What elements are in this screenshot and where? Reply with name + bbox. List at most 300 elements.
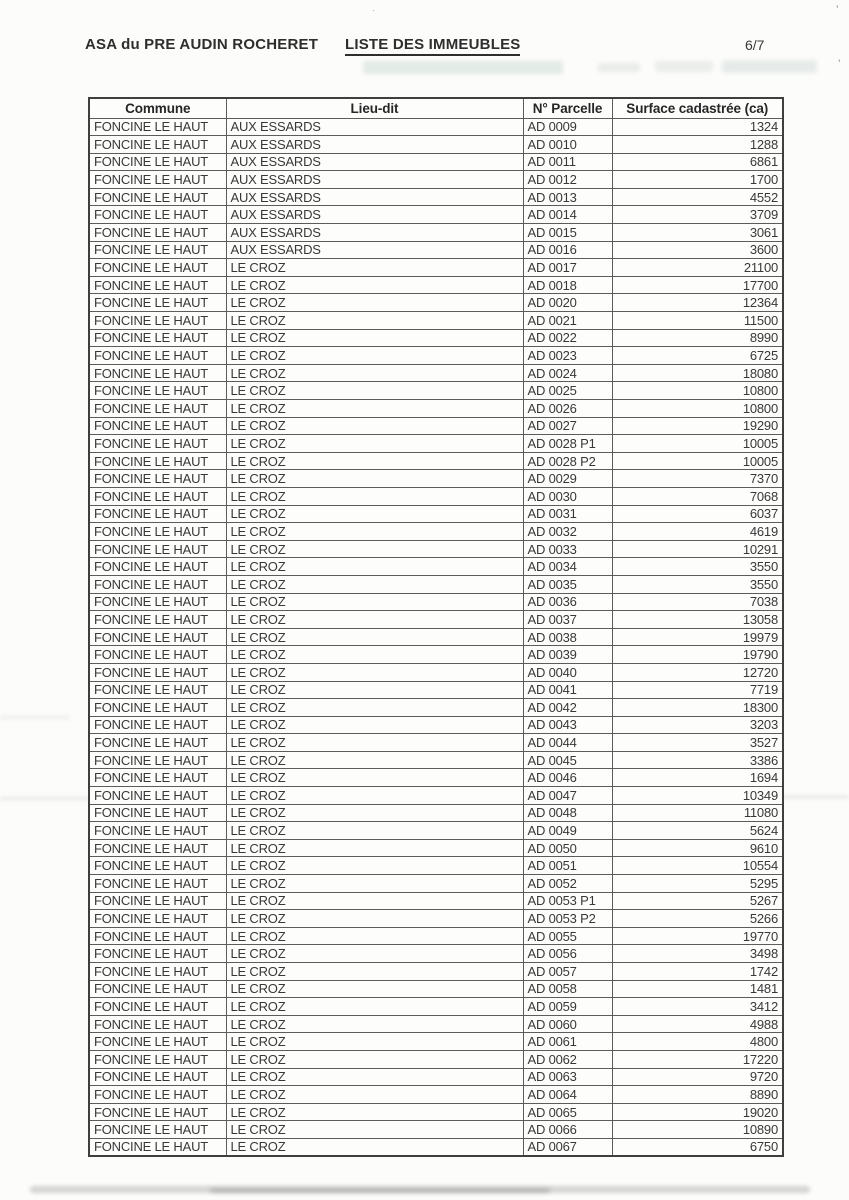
cell-surface: 6725 [612,347,783,365]
cell-lieu-dit: LE CROZ [226,417,523,435]
table-row [89,1138,783,1156]
table-row [89,470,783,488]
cell-parcelle: AD 0016 [523,241,612,259]
cell-commune: FONCINE LE HAUT [89,1103,226,1121]
cell-commune: FONCINE LE HAUT [89,1068,226,1086]
cell-parcelle: AD 0009 [523,118,612,136]
cell-surface: 6861 [612,153,783,171]
cell-surface: 4988 [612,1015,783,1033]
cell-commune: FONCINE LE HAUT [89,540,226,558]
cell-commune: FONCINE LE HAUT [89,136,226,154]
cell-surface: 17220 [612,1050,783,1068]
table-row [89,1015,783,1033]
cell-commune: FONCINE LE HAUT [89,927,226,945]
cell-commune: FONCINE LE HAUT [89,382,226,400]
cell-parcelle: AD 0051 [523,857,612,875]
table-row [89,963,783,981]
table-row [89,751,783,769]
table-row [89,892,783,910]
cell-lieu-dit: LE CROZ [226,435,523,453]
cell-commune: FONCINE LE HAUT [89,1121,226,1139]
cell-commune: FONCINE LE HAUT [89,400,226,418]
cell-commune: FONCINE LE HAUT [89,153,226,171]
cell-lieu-dit: LE CROZ [226,452,523,470]
table-row [89,364,783,382]
cell-commune: FONCINE LE HAUT [89,575,226,593]
cell-parcelle: AD 0057 [523,963,612,981]
cell-surface: 18300 [612,699,783,717]
table-row [89,241,783,259]
doc-title: LISTE DES IMMEUBLES [345,36,520,56]
table-row [89,347,783,365]
cell-commune: FONCINE LE HAUT [89,611,226,629]
scan-smudge [30,1186,810,1193]
cell-lieu-dit: LE CROZ [226,400,523,418]
cell-parcelle: AD 0025 [523,382,612,400]
cell-surface: 12364 [612,294,783,312]
cell-commune: FONCINE LE HAUT [89,487,226,505]
table-row [89,998,783,1016]
cell-lieu-dit: LE CROZ [226,505,523,523]
cell-parcelle: AD 0013 [523,188,612,206]
cell-commune: FONCINE LE HAUT [89,663,226,681]
cell-parcelle: AD 0040 [523,663,612,681]
cell-commune: FONCINE LE HAUT [89,734,226,752]
table-row [89,329,783,347]
cell-commune: FONCINE LE HAUT [89,646,226,664]
cell-lieu-dit: LE CROZ [226,611,523,629]
cell-parcelle: AD 0061 [523,1033,612,1051]
cell-lieu-dit: LE CROZ [226,734,523,752]
cell-surface: 7719 [612,681,783,699]
cell-lieu-dit: LE CROZ [226,382,523,400]
cell-surface: 3061 [612,224,783,242]
table-row [89,593,783,611]
cell-commune: FONCINE LE HAUT [89,259,226,277]
cell-commune: FONCINE LE HAUT [89,294,226,312]
cell-parcelle: AD 0022 [523,329,612,347]
col-header-parcelle: N° Parcelle [523,98,612,118]
cell-lieu-dit: LE CROZ [226,963,523,981]
cell-commune: FONCINE LE HAUT [89,470,226,488]
table-row [89,804,783,822]
cell-lieu-dit: LE CROZ [226,875,523,893]
cell-parcelle: AD 0060 [523,1015,612,1033]
cell-commune: FONCINE LE HAUT [89,857,226,875]
cell-parcelle: AD 0058 [523,980,612,998]
cell-surface: 3203 [612,716,783,734]
cell-commune: FONCINE LE HAUT [89,804,226,822]
cell-parcelle: AD 0041 [523,681,612,699]
cell-surface: 3550 [612,558,783,576]
table-row [89,417,783,435]
cell-lieu-dit: LE CROZ [226,857,523,875]
table-row [89,681,783,699]
cell-lieu-dit: LE CROZ [226,646,523,664]
table-row [89,1050,783,1068]
table-row [89,171,783,189]
cell-surface: 3498 [612,945,783,963]
cell-lieu-dit: LE CROZ [226,1103,523,1121]
cell-lieu-dit: AUX ESSARDS [226,241,523,259]
cell-commune: FONCINE LE HAUT [89,241,226,259]
cell-commune: FONCINE LE HAUT [89,364,226,382]
cell-surface: 19770 [612,927,783,945]
cell-surface: 1288 [612,136,783,154]
cell-commune: FONCINE LE HAUT [89,1086,226,1104]
col-header-lieu-dit: Lieu-dit [226,98,523,118]
cell-lieu-dit: LE CROZ [226,259,523,277]
scan-smudge [210,1188,550,1193]
cell-lieu-dit: LE CROZ [226,558,523,576]
scan-speck: ’ [836,4,839,16]
table-row [89,435,783,453]
cell-parcelle: AD 0043 [523,716,612,734]
cell-commune: FONCINE LE HAUT [89,206,226,224]
scan-smudge [363,61,563,74]
table-row [89,910,783,928]
scan-smudge [0,716,70,719]
cell-commune: FONCINE LE HAUT [89,505,226,523]
cell-lieu-dit: LE CROZ [226,1086,523,1104]
cell-parcelle: AD 0037 [523,611,612,629]
cell-parcelle: AD 0048 [523,804,612,822]
table-row [89,769,783,787]
cell-commune: FONCINE LE HAUT [89,1015,226,1033]
cell-parcelle: AD 0012 [523,171,612,189]
cell-lieu-dit: LE CROZ [226,364,523,382]
cell-lieu-dit: LE CROZ [226,1015,523,1033]
cell-surface: 5267 [612,892,783,910]
cell-parcelle: AD 0021 [523,312,612,330]
cell-surface: 4552 [612,188,783,206]
cell-surface: 19020 [612,1103,783,1121]
table-row [89,611,783,629]
cell-lieu-dit: AUX ESSARDS [226,171,523,189]
cell-parcelle: AD 0031 [523,505,612,523]
cell-surface: 3386 [612,751,783,769]
table-row [89,734,783,752]
cell-commune: FONCINE LE HAUT [89,593,226,611]
cell-lieu-dit: AUX ESSARDS [226,224,523,242]
table-row [89,400,783,418]
cell-surface: 1324 [612,118,783,136]
cell-parcelle: AD 0067 [523,1138,612,1156]
cell-surface: 6037 [612,505,783,523]
cell-surface: 10005 [612,452,783,470]
cell-commune: FONCINE LE HAUT [89,312,226,330]
table-row [89,945,783,963]
cell-commune: FONCINE LE HAUT [89,822,226,840]
cell-surface: 4619 [612,523,783,541]
cell-commune: FONCINE LE HAUT [89,628,226,646]
cell-lieu-dit: LE CROZ [226,347,523,365]
cell-lieu-dit: LE CROZ [226,487,523,505]
table-row [89,575,783,593]
cell-surface: 3709 [612,206,783,224]
cell-lieu-dit: LE CROZ [226,910,523,928]
cell-parcelle: AD 0011 [523,153,612,171]
table-row [89,699,783,717]
cell-parcelle: AD 0024 [523,364,612,382]
cell-lieu-dit: LE CROZ [226,1138,523,1156]
table-row [89,839,783,857]
cell-parcelle: AD 0035 [523,575,612,593]
cell-lieu-dit: LE CROZ [226,822,523,840]
cell-lieu-dit: LE CROZ [226,575,523,593]
cell-surface: 1694 [612,769,783,787]
cell-commune: FONCINE LE HAUT [89,875,226,893]
cell-lieu-dit: LE CROZ [226,663,523,681]
cell-surface: 13058 [612,611,783,629]
table-row [89,312,783,330]
cell-commune: FONCINE LE HAUT [89,1033,226,1051]
table-row [89,294,783,312]
cell-surface: 10005 [612,435,783,453]
cell-parcelle: AD 0049 [523,822,612,840]
cell-parcelle: AD 0046 [523,769,612,787]
table-body [89,118,783,1156]
cell-parcelle: AD 0032 [523,523,612,541]
cell-commune: FONCINE LE HAUT [89,945,226,963]
cell-lieu-dit: LE CROZ [226,540,523,558]
cell-lieu-dit: LE CROZ [226,523,523,541]
cell-lieu-dit: LE CROZ [226,998,523,1016]
cell-lieu-dit: LE CROZ [226,1121,523,1139]
cell-surface: 5266 [612,910,783,928]
table-row [89,628,783,646]
table-row [89,224,783,242]
cell-commune: FONCINE LE HAUT [89,681,226,699]
cell-commune: FONCINE LE HAUT [89,1050,226,1068]
col-header-surface: Surface cadastrée (ca) [612,98,783,118]
cell-commune: FONCINE LE HAUT [89,769,226,787]
table-row [89,1121,783,1139]
table-row [89,540,783,558]
cell-parcelle: AD 0066 [523,1121,612,1139]
page-number: 6/7 [745,37,765,53]
cell-parcelle: AD 0014 [523,206,612,224]
cell-parcelle: AD 0044 [523,734,612,752]
table-row [89,1033,783,1051]
table-row [89,980,783,998]
cell-parcelle: AD 0010 [523,136,612,154]
cell-lieu-dit: LE CROZ [226,716,523,734]
table-row [89,153,783,171]
cell-lieu-dit: LE CROZ [226,470,523,488]
cell-surface: 11500 [612,312,783,330]
cell-lieu-dit: LE CROZ [226,1068,523,1086]
cell-lieu-dit: LE CROZ [226,945,523,963]
cell-parcelle: AD 0047 [523,787,612,805]
cell-lieu-dit: LE CROZ [226,892,523,910]
cell-parcelle: AD 0036 [523,593,612,611]
cell-surface: 5624 [612,822,783,840]
table-row [89,716,783,734]
table-row [89,663,783,681]
cell-surface: 4800 [612,1033,783,1051]
cell-commune: FONCINE LE HAUT [89,998,226,1016]
table-row [89,875,783,893]
table-row [89,118,783,136]
cell-parcelle: AD 0042 [523,699,612,717]
table-row [89,558,783,576]
cell-parcelle: AD 0039 [523,646,612,664]
scan-speck: · [372,6,375,15]
cell-parcelle: AD 0056 [523,945,612,963]
cell-commune: FONCINE LE HAUT [89,839,226,857]
cell-commune: FONCINE LE HAUT [89,699,226,717]
cell-surface: 5295 [612,875,783,893]
table-row [89,136,783,154]
cell-lieu-dit: LE CROZ [226,980,523,998]
col-header-commune: Commune [89,98,226,118]
cell-commune: FONCINE LE HAUT [89,716,226,734]
table-row [89,822,783,840]
cell-surface: 9610 [612,839,783,857]
cell-lieu-dit: LE CROZ [226,628,523,646]
cell-surface: 1700 [612,171,783,189]
cell-surface: 10291 [612,540,783,558]
cell-parcelle: AD 0015 [523,224,612,242]
scan-speck: ’ [838,58,841,70]
scan-smudge [722,60,817,73]
table-row [89,1103,783,1121]
org-title: ASA du PRE AUDIN ROCHERET [85,36,319,53]
cell-commune: FONCINE LE HAUT [89,1138,226,1156]
cell-parcelle: AD 0029 [523,470,612,488]
table-row [89,188,783,206]
table-row [89,276,783,294]
cell-lieu-dit: AUX ESSARDS [226,118,523,136]
cell-surface: 3527 [612,734,783,752]
cell-parcelle: AD 0026 [523,400,612,418]
cell-parcelle: AD 0059 [523,998,612,1016]
cell-parcelle: AD 0017 [523,259,612,277]
cell-parcelle: AD 0062 [523,1050,612,1068]
cell-surface: 10349 [612,787,783,805]
scan-smudge [655,61,713,72]
cell-surface: 8990 [612,329,783,347]
table-row [89,857,783,875]
cell-surface: 10890 [612,1121,783,1139]
cell-lieu-dit: LE CROZ [226,329,523,347]
cell-lieu-dit: LE CROZ [226,276,523,294]
cell-surface: 21100 [612,259,783,277]
cell-commune: FONCINE LE HAUT [89,171,226,189]
cell-surface: 10800 [612,382,783,400]
cell-lieu-dit: LE CROZ [226,312,523,330]
cell-commune: FONCINE LE HAUT [89,980,226,998]
cell-surface: 17700 [612,276,783,294]
cell-lieu-dit: AUX ESSARDS [226,136,523,154]
cell-parcelle: AD 0045 [523,751,612,769]
cell-parcelle: AD 0050 [523,839,612,857]
cell-parcelle: AD 0028 P2 [523,452,612,470]
table-row [89,1086,783,1104]
cell-lieu-dit: LE CROZ [226,699,523,717]
cell-surface: 7068 [612,487,783,505]
cell-parcelle: AD 0053 P1 [523,892,612,910]
cell-commune: FONCINE LE HAUT [89,892,226,910]
cell-surface: 8890 [612,1086,783,1104]
cell-parcelle: AD 0033 [523,540,612,558]
cell-parcelle: AD 0053 P2 [523,910,612,928]
cell-parcelle: AD 0038 [523,628,612,646]
table-row [89,206,783,224]
cell-surface: 19979 [612,628,783,646]
cell-commune: FONCINE LE HAUT [89,751,226,769]
cell-commune: FONCINE LE HAUT [89,417,226,435]
cell-surface: 1481 [612,980,783,998]
immeubles-table [88,97,784,1157]
cell-parcelle: AD 0028 P1 [523,435,612,453]
table-row [89,646,783,664]
cell-surface: 11080 [612,804,783,822]
table-row [89,487,783,505]
cell-commune: FONCINE LE HAUT [89,329,226,347]
table-row [89,1068,783,1086]
cell-parcelle: AD 0030 [523,487,612,505]
cell-surface: 10554 [612,857,783,875]
cell-lieu-dit: AUX ESSARDS [226,153,523,171]
cell-lieu-dit: LE CROZ [226,839,523,857]
cell-commune: FONCINE LE HAUT [89,276,226,294]
cell-commune: FONCINE LE HAUT [89,347,226,365]
cell-lieu-dit: LE CROZ [226,294,523,312]
cell-lieu-dit: LE CROZ [226,927,523,945]
cell-parcelle: AD 0055 [523,927,612,945]
cell-surface: 6750 [612,1138,783,1156]
table-header-row [89,98,783,118]
table-row [89,382,783,400]
cell-commune: FONCINE LE HAUT [89,787,226,805]
cell-surface: 3550 [612,575,783,593]
cell-commune: FONCINE LE HAUT [89,963,226,981]
cell-parcelle: AD 0065 [523,1103,612,1121]
cell-commune: FONCINE LE HAUT [89,224,226,242]
cell-surface: 7370 [612,470,783,488]
cell-surface: 12720 [612,663,783,681]
cell-lieu-dit: LE CROZ [226,681,523,699]
cell-parcelle: AD 0064 [523,1086,612,1104]
table-row [89,787,783,805]
cell-commune: FONCINE LE HAUT [89,452,226,470]
cell-parcelle: AD 0018 [523,276,612,294]
cell-surface: 19290 [612,417,783,435]
cell-parcelle: AD 0020 [523,294,612,312]
cell-lieu-dit: LE CROZ [226,1050,523,1068]
cell-surface: 10800 [612,400,783,418]
table-row [89,523,783,541]
cell-lieu-dit: LE CROZ [226,804,523,822]
cell-lieu-dit: LE CROZ [226,593,523,611]
cell-commune: FONCINE LE HAUT [89,523,226,541]
cell-parcelle: AD 0027 [523,417,612,435]
cell-commune: FONCINE LE HAUT [89,558,226,576]
cell-surface: 3600 [612,241,783,259]
table-row [89,452,783,470]
cell-surface: 3412 [612,998,783,1016]
cell-lieu-dit: AUX ESSARDS [226,188,523,206]
cell-lieu-dit: LE CROZ [226,769,523,787]
cell-lieu-dit: LE CROZ [226,1033,523,1051]
table-row [89,505,783,523]
cell-surface: 19790 [612,646,783,664]
cell-lieu-dit: LE CROZ [226,787,523,805]
cell-parcelle: AD 0063 [523,1068,612,1086]
cell-commune: FONCINE LE HAUT [89,188,226,206]
